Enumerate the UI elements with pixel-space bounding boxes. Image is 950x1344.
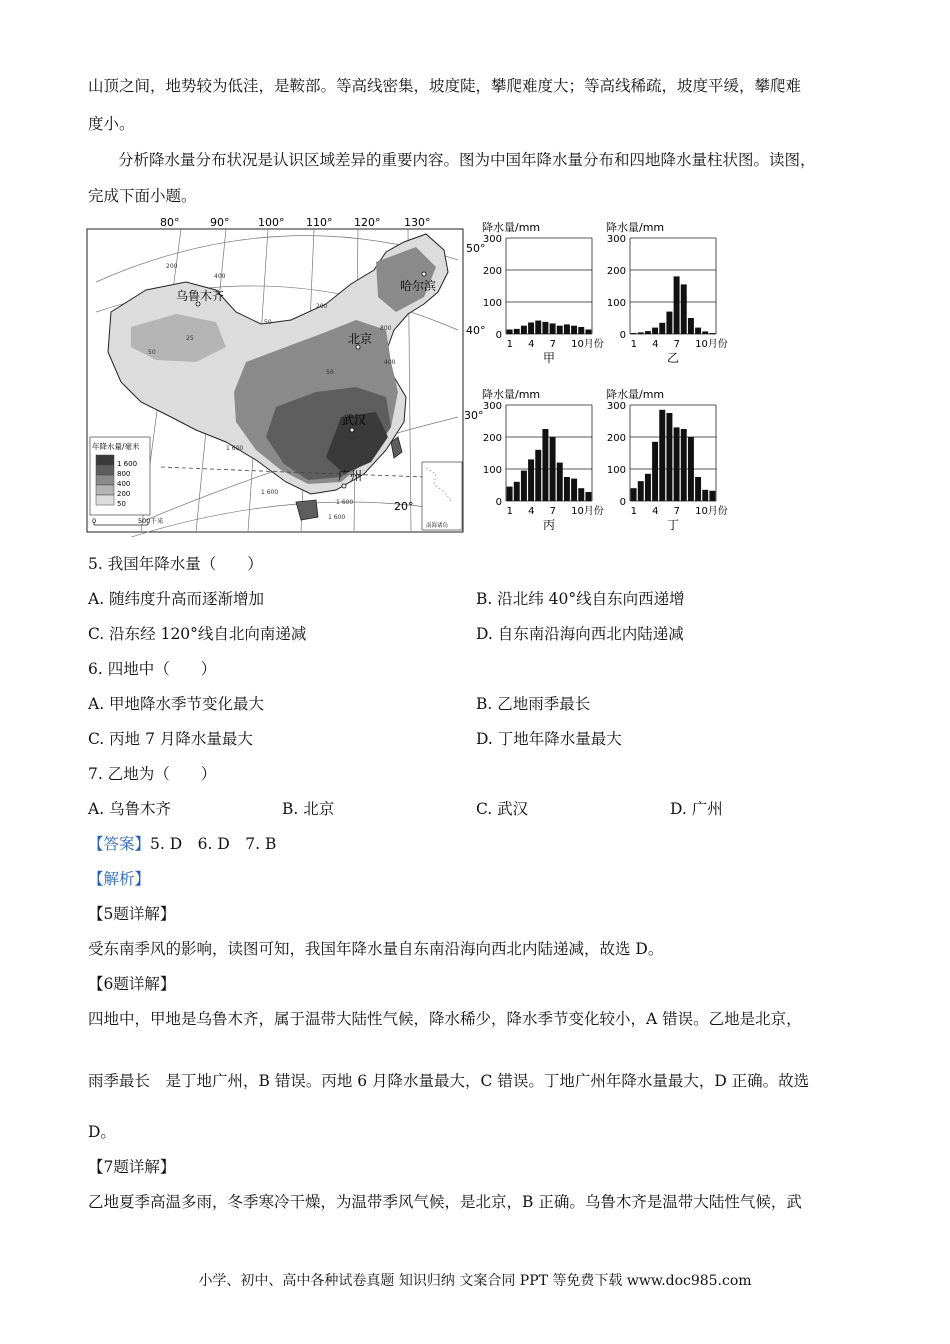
y-tick-label: 300 xyxy=(606,234,626,245)
contour-label: 1 600 xyxy=(226,445,244,452)
contour-label: 1 600 xyxy=(261,489,279,496)
answer-label: 【答案】 xyxy=(88,835,151,853)
previous-text-line-1: 山顶之间，地势较为低洼，是鞍部。等高线密集，坡度陡，攀爬难度大；等高线稀疏，坡度平缓，攀爬难 xyxy=(88,77,802,95)
bar-11 xyxy=(578,488,584,501)
previous-text-line-2: 度小。 xyxy=(88,115,135,133)
precipitation-figure xyxy=(86,212,736,537)
question-7-option-b[interactable]: B. 北京 xyxy=(282,800,335,818)
question-6-option-b[interactable]: B. 乙地雨季最长 xyxy=(476,695,591,713)
legend-swatch xyxy=(96,495,114,505)
latitude-label-50: 50° xyxy=(466,242,486,255)
y-tick-label: 200 xyxy=(606,433,626,444)
bar-10 xyxy=(571,326,577,334)
bar-4 xyxy=(652,442,658,501)
question-7-stem: 7. 乙地为（ ） xyxy=(88,765,217,783)
analysis-label: 【解析】 xyxy=(88,870,151,888)
legend-title: 年降水量/毫米 xyxy=(92,442,140,451)
contour-label: 25 xyxy=(186,335,194,342)
x-tick-label: 7 xyxy=(673,506,680,517)
contour-label: 1 600 xyxy=(328,514,346,521)
bar-9 xyxy=(688,437,694,501)
x-tick-label: 4 xyxy=(652,506,659,517)
q5-detail-heading: 【5题详解】 xyxy=(88,905,176,923)
latitude-label-40: 40° xyxy=(466,324,486,337)
y-tick-label: 300 xyxy=(606,401,626,412)
contour-label: 200 xyxy=(166,263,178,270)
x-tick-label: 7 xyxy=(673,339,680,350)
x-tick-label: 1 xyxy=(630,339,637,350)
y-tick-label: 0 xyxy=(619,497,626,508)
bar-7 xyxy=(674,276,680,334)
legend-swatch xyxy=(96,465,114,475)
bar-1 xyxy=(631,333,637,334)
q7-detail-line-1: 乙地夏季高温多雨，冬季寒冷干燥，为温带季风气候，是北京，B 正确。乌鲁木齐是温带大陆性气候，武 xyxy=(88,1193,802,1211)
bar-9 xyxy=(564,324,570,334)
bar-11 xyxy=(702,331,708,334)
bar-11 xyxy=(702,490,708,501)
latitude-label-30: 30° xyxy=(464,409,484,422)
intro-line-2: 完成下面小题。 xyxy=(88,187,197,205)
bar-3 xyxy=(645,331,651,334)
longitude-label-90: 90° xyxy=(210,216,230,229)
legend-swatch xyxy=(96,455,114,465)
bar-9 xyxy=(564,477,570,501)
x-tick-label: 1 xyxy=(630,506,637,517)
question-6-option-a[interactable]: A. 甲地降水季节变化最大 xyxy=(88,695,265,713)
bar-5 xyxy=(535,321,541,334)
bar-12 xyxy=(709,491,715,501)
chart-title: 乙 xyxy=(666,351,680,365)
bar-chart-3 xyxy=(482,387,604,532)
bar-12 xyxy=(585,492,591,501)
y-axis-title: 降水量/mm xyxy=(482,388,541,401)
answer-text: 5. D 6. D 7. B xyxy=(150,835,277,853)
y-tick-label: 200 xyxy=(482,266,502,277)
bar-3 xyxy=(521,326,527,334)
intro-line-1: 分析降水量分布状况是认识区域差异的重要内容。图为中国年降水量分布和四地降水量柱状图。读图， xyxy=(118,151,816,169)
bar-7 xyxy=(550,437,556,501)
q5-detail-text: 受东南季风的影响，读图可知，我国年降水量自东南沿海向西北内陆递减，故选 D。 xyxy=(88,940,664,958)
city-label: 乌鲁木齐 xyxy=(176,289,225,303)
bar-chart-2 xyxy=(606,220,728,365)
bar-11 xyxy=(578,327,584,334)
y-axis-title: 降水量/mm xyxy=(606,221,665,234)
city-label: 广州 xyxy=(338,469,363,483)
legend-label: 200 xyxy=(117,490,131,498)
contour-label: 400 xyxy=(214,273,226,280)
longitude-label-130: 130° xyxy=(404,216,431,229)
y-tick-label: 300 xyxy=(482,401,502,412)
longitude-label-110: 110° xyxy=(306,216,333,229)
bar-4 xyxy=(528,459,534,501)
x-tick-label: 4 xyxy=(528,339,535,350)
q6-detail-line-2: 雨季最长 是丁地广州，B 错误。丙地 6 月降水量最大，C 错误。丁地广州年降水量最大，D 正确。故选 xyxy=(88,1072,810,1090)
y-tick-label: 100 xyxy=(482,465,502,476)
question-5-option-a[interactable]: A. 随纬度升高而逐渐增加 xyxy=(88,590,265,608)
x-tick-label: 10月份 xyxy=(695,339,728,350)
legend-label: 1 600 xyxy=(117,460,138,468)
bar-4 xyxy=(528,322,534,334)
question-7-option-a[interactable]: A. 乌鲁木齐 xyxy=(88,800,172,818)
latitude-label-20: 20° xyxy=(394,500,414,513)
longitude-label-120: 120° xyxy=(354,216,381,229)
question-5-option-b[interactable]: B. 沿北纬 40°线自东向西递增 xyxy=(476,590,685,608)
contour-label: 1 600 xyxy=(336,499,354,506)
bar-5 xyxy=(659,410,665,501)
legend-swatch xyxy=(96,485,114,495)
x-tick-label: 7 xyxy=(549,506,556,517)
bar-6 xyxy=(542,322,548,334)
question-7-option-d[interactable]: D. 广州 xyxy=(670,800,723,818)
bar-5 xyxy=(535,450,541,501)
x-tick-label: 7 xyxy=(549,339,556,350)
x-tick-label: 10月份 xyxy=(571,339,604,350)
y-tick-label: 200 xyxy=(606,266,626,277)
x-tick-label: 4 xyxy=(528,506,535,517)
contour-label: 50 xyxy=(264,319,272,326)
bar-3 xyxy=(645,474,651,501)
bar-12 xyxy=(709,333,715,334)
longitude-label-100: 100° xyxy=(258,216,285,229)
legend-label: 400 xyxy=(117,480,131,488)
y-tick-label: 0 xyxy=(619,330,626,341)
page-footer: 小学、初中、高中各种试卷真题 知识归纳 文案合同 PPT 等免费下载 www.doc985.com xyxy=(198,1273,752,1289)
chart-title: 甲 xyxy=(542,351,556,365)
y-tick-label: 100 xyxy=(606,298,626,309)
x-tick-label: 4 xyxy=(652,339,659,350)
south-china-sea-inset xyxy=(422,462,462,530)
bar-8 xyxy=(557,463,563,501)
question-7-option-c[interactable]: C. 武汉 xyxy=(476,800,529,818)
q6-detail-line-3: D。 xyxy=(88,1123,116,1141)
bar-4 xyxy=(652,328,658,334)
legend-label: 800 xyxy=(117,470,131,478)
q6-detail-line-1: 四地中，甲地是乌鲁木齐，属于温带大陆性气候，降水稀少，降水季节变化较小，A 错误。乙地是北京， xyxy=(88,1010,802,1028)
q7-detail-heading: 【7题详解】 xyxy=(88,1158,176,1176)
legend-swatch xyxy=(96,475,114,485)
question-6-stem: 6. 四地中（ ） xyxy=(88,660,217,678)
bar-2 xyxy=(514,482,520,501)
bar-2 xyxy=(638,481,644,501)
bar-2 xyxy=(514,329,520,334)
bar-7 xyxy=(674,427,680,501)
question-6-option-c[interactable]: C. 丙地 7 月降水量最大 xyxy=(88,730,253,748)
question-5-option-c[interactable]: C. 沿东经 120°线自北向南递减 xyxy=(88,625,307,643)
y-tick-label: 300 xyxy=(482,234,502,245)
question-6-option-d[interactable]: D. 丁地年降水量最大 xyxy=(476,730,622,748)
y-tick-label: 100 xyxy=(482,298,502,309)
bar-6 xyxy=(666,312,672,334)
city-label: 哈尔滨 xyxy=(400,279,437,293)
bar-8 xyxy=(681,429,687,501)
y-axis-title: 降水量/mm xyxy=(482,221,541,234)
contour-label: 400 xyxy=(384,359,396,366)
contour-label: 50 xyxy=(326,369,334,376)
y-tick-label: 0 xyxy=(495,330,502,341)
bar-6 xyxy=(542,429,548,501)
bar-1 xyxy=(507,330,513,334)
bar-9 xyxy=(688,318,694,334)
bar-10 xyxy=(695,477,701,501)
bar-chart-1 xyxy=(482,220,604,365)
y-tick-label: 0 xyxy=(495,497,502,508)
bar-10 xyxy=(571,479,577,501)
city-label: 武汉 xyxy=(342,413,367,427)
bar-chart-4 xyxy=(606,387,728,532)
bar-2 xyxy=(638,332,644,334)
answer-line xyxy=(88,834,276,854)
bar-5 xyxy=(659,323,665,334)
contour-label: 200 xyxy=(316,303,328,310)
y-tick-label: 200 xyxy=(482,433,502,444)
contour-label: 800 xyxy=(380,325,392,332)
inset-label: 南海诸岛 xyxy=(426,523,449,529)
bar-1 xyxy=(631,488,637,501)
contour-label: 50 xyxy=(148,349,156,356)
y-tick-label: 100 xyxy=(606,465,626,476)
bar-3 xyxy=(521,471,527,501)
bar-7 xyxy=(550,323,556,334)
longitude-label-80: 80° xyxy=(160,216,180,229)
bar-12 xyxy=(585,330,591,334)
city-label: 北京 xyxy=(348,332,373,346)
x-tick-label: 10月份 xyxy=(571,506,604,517)
chart-title: 丁 xyxy=(666,518,680,532)
scale-zero: 0 xyxy=(92,517,97,525)
x-tick-label: 10月份 xyxy=(695,506,728,517)
chart-title: 丙 xyxy=(542,518,556,532)
scale-label: 500千米 xyxy=(138,517,164,525)
question-5-option-d[interactable]: D. 自东南沿海向西北内陆递减 xyxy=(476,625,684,643)
x-tick-label: 1 xyxy=(506,339,513,350)
bar-1 xyxy=(507,487,513,501)
question-5-stem: 5. 我国年降水量（ ） xyxy=(88,555,263,573)
bar-8 xyxy=(557,326,563,334)
q6-detail-heading: 【6题详解】 xyxy=(88,975,176,993)
legend-label: 50 xyxy=(117,500,126,508)
bar-10 xyxy=(695,328,701,334)
y-axis-title: 降水量/mm xyxy=(606,388,665,401)
bar-6 xyxy=(666,413,672,501)
map-legend xyxy=(90,437,150,515)
bar-8 xyxy=(681,284,687,334)
x-tick-label: 1 xyxy=(506,506,513,517)
precipitation-bar-charts xyxy=(482,220,728,532)
